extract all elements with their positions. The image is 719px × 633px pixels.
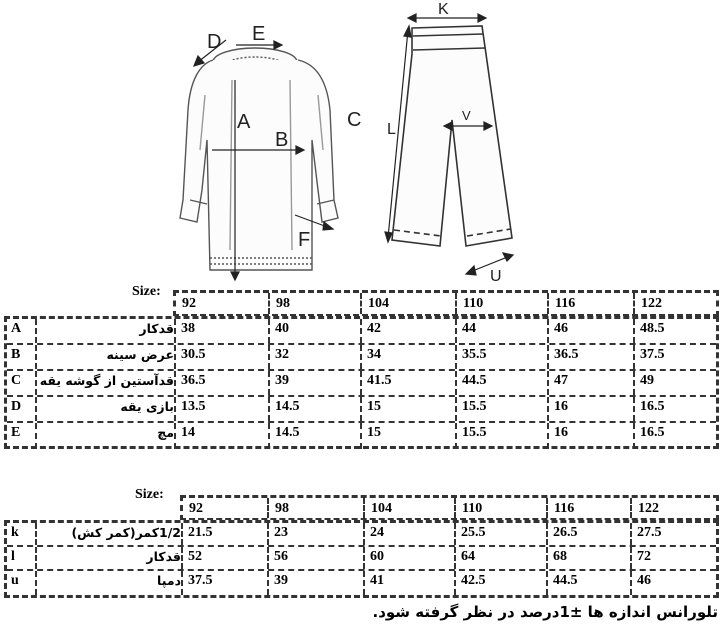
value-cell: 52 [183, 547, 269, 569]
row-letter: E [7, 423, 37, 449]
size-header-cell: 92 [183, 498, 269, 518]
table1-size-label: Size: [132, 284, 161, 299]
value-cell: 56 [269, 547, 365, 569]
svg-text:D: D [207, 31, 222, 53]
svg-text:K: K [438, 1, 449, 18]
svg-text:B: B [275, 129, 289, 151]
row-name: قدآستین از گوشه یقه [37, 371, 176, 395]
row-name: قدکار [37, 547, 183, 569]
value-cell: 48.5 [640, 321, 665, 336]
svg-text:C: C [347, 109, 362, 131]
value-cell: 25.5 [456, 523, 548, 545]
value-cell: 44.5 [548, 571, 632, 595]
size-header-cell: 116 [548, 498, 632, 518]
value-cell: 36.5 [176, 371, 270, 395]
value-cell: 72 [637, 549, 651, 564]
value-cell: 37.5 [183, 571, 269, 595]
value-cell: 16.5 [640, 425, 665, 440]
value-cell: 38 [176, 319, 270, 343]
svg-text:A: A [237, 111, 251, 133]
value-cell: 39 [270, 371, 362, 395]
value-cell: 49 [640, 373, 654, 388]
garment-measurement-diagram [0, 0, 719, 290]
value-cell: 46 [637, 573, 651, 588]
table2-size-label: Size: [135, 487, 164, 502]
tolerance-note: تلورانس اندازه ها ±1درصد در نظر گرفته شود. [372, 603, 718, 621]
size-header-cell: 122 [641, 296, 662, 311]
svg-text:U: U [490, 268, 502, 285]
row-name: قدکار [37, 319, 176, 343]
size-header-cell: 98 [270, 293, 362, 314]
value-cell: 16 [549, 423, 635, 449]
row-letter: B [7, 345, 37, 369]
table-row [7, 345, 716, 371]
value-cell: 14.5 [270, 423, 362, 449]
table-row [7, 397, 716, 423]
value-cell: 15.5 [457, 423, 549, 449]
row-letter: u [7, 571, 37, 595]
value-cell: 39 [269, 571, 365, 595]
value-cell: 21.5 [183, 523, 269, 545]
value-cell: 41 [365, 571, 456, 595]
row-letter: D [7, 397, 37, 421]
row-name: عرض سینه [37, 345, 176, 369]
size-header-cell: 104 [365, 498, 456, 518]
value-cell: 44 [457, 319, 549, 343]
table-row [7, 371, 716, 397]
size-header-cell: 116 [549, 293, 635, 314]
table-row [7, 571, 716, 595]
value-cell: 36.5 [549, 345, 635, 369]
table-row [7, 547, 716, 571]
table1-size-header [173, 290, 719, 317]
value-cell: 68 [548, 547, 632, 569]
row-name: بازی یقه [37, 397, 176, 421]
table-row [7, 523, 716, 547]
value-cell: 27.5 [637, 525, 662, 540]
value-cell: 42 [362, 319, 457, 343]
value-cell: 16.5 [640, 399, 665, 414]
row-name: مچ [37, 423, 176, 449]
value-cell: 24 [365, 523, 456, 545]
value-cell: 34 [362, 345, 457, 369]
pants-sketch [392, 26, 512, 246]
shirt-sketch [180, 48, 338, 270]
value-cell: 14.5 [270, 397, 362, 421]
value-cell: 16 [549, 397, 635, 421]
value-cell: 46 [549, 319, 635, 343]
size-header-cell: 110 [456, 498, 548, 518]
svg-text:L: L [387, 121, 396, 138]
table-row [7, 319, 716, 345]
value-cell: 37.5 [640, 347, 665, 362]
row-letter: A [7, 319, 37, 343]
value-cell: 60 [365, 547, 456, 569]
value-cell: 47 [549, 371, 635, 395]
value-cell: 41.5 [362, 371, 457, 395]
value-cell: 15 [362, 397, 457, 421]
value-cell: 40 [270, 319, 362, 343]
size-header-cell: 110 [457, 293, 549, 314]
table-row [7, 423, 716, 449]
svg-text:V: V [462, 108, 471, 123]
row-letter: C [7, 371, 37, 395]
value-cell: 32 [270, 345, 362, 369]
table2-size-header [180, 495, 719, 521]
value-cell: 15 [362, 423, 457, 449]
size-header-cell: 98 [269, 498, 365, 518]
value-cell: 14 [176, 423, 270, 449]
table1-measurements [4, 316, 719, 449]
row-name: 1/2کمر(کمر کش) [37, 523, 183, 545]
size-header-cell: 92 [176, 293, 270, 314]
value-cell: 26.5 [548, 523, 632, 545]
value-cell: 42.5 [456, 571, 548, 595]
value-cell: 30.5 [176, 345, 270, 369]
value-cell: 23 [269, 523, 365, 545]
row-name: دمپا [37, 571, 183, 595]
svg-text:F: F [298, 229, 311, 251]
value-cell: 44.5 [457, 371, 549, 395]
value-cell: 15.5 [457, 397, 549, 421]
value-cell: 35.5 [457, 345, 549, 369]
svg-text:E: E [252, 23, 266, 45]
value-cell: 13.5 [176, 397, 270, 421]
row-letter: k [7, 523, 37, 545]
table2-measurements [4, 520, 719, 598]
row-letter: l [7, 547, 37, 569]
size-header-cell: 122 [638, 501, 659, 516]
size-header-cell: 104 [362, 293, 457, 314]
value-cell: 64 [456, 547, 548, 569]
